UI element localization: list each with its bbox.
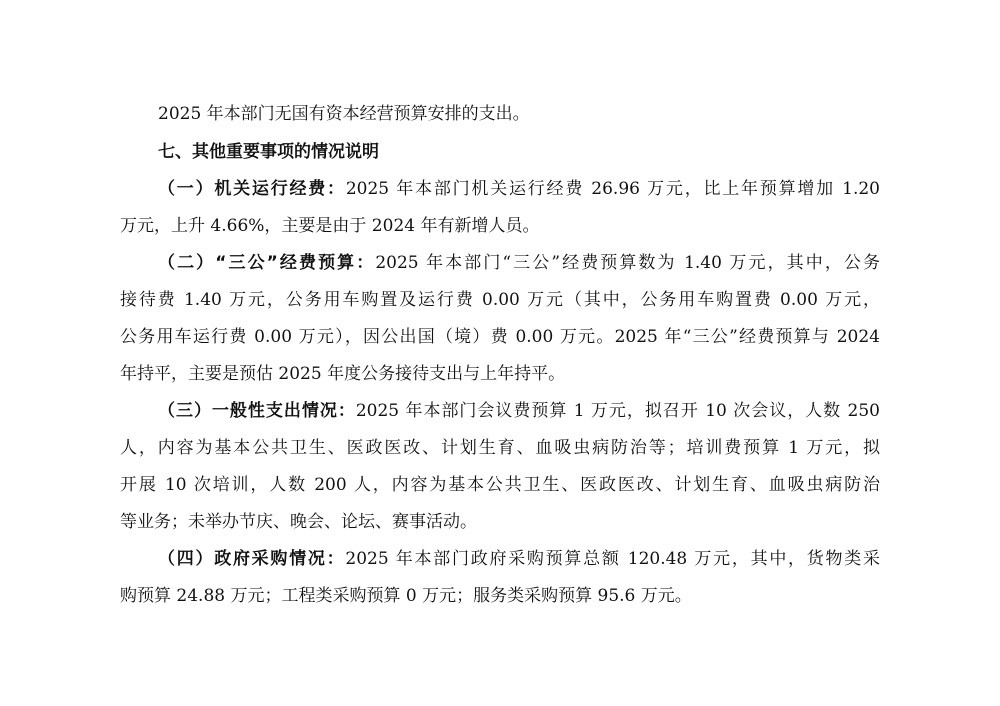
item-1-lead: （一）机关运行经费： [158,179,346,199]
item-2-text-3: 公务用车运行费 0.00 万元），因公出国（境）费 0.00 万元。2025 年“三公”经费预算与 2024 [120,327,880,347]
section-heading-text: 七、其他重要事项的情况说明 [158,142,379,162]
item-2-text-1: 2025 年本部门“三公”经费预算数为 1.40 万元，其中，公务 [375,253,880,273]
item-3-text-4: 等业务；未举办节庆、晚会、论坛、赛事活动。 [120,512,477,532]
intro-line [158,102,880,126]
item-3-line-1 [158,399,880,423]
item-2-text-2: 接待费 1.40 万元，公务用车购置及运行费 0.00 万元（其中，公务用车购置费 0.00 万元， [120,290,880,310]
item-2-line-1 [158,251,880,275]
item-3-line-4 [120,510,880,534]
item-2-line-3 [120,325,880,349]
item-3-lead: （三）一般性支出情况： [158,401,356,421]
item-1-line-1 [158,177,880,201]
item-4-text-2: 购预算 24.88 万元；工程类采购预算 0 万元；服务类采购预算 95.6 万元。 [120,586,692,606]
item-1-line-2 [120,214,880,238]
item-3-line-2 [120,436,880,460]
item-3-text-3: 开展 10 次培训，人数 200 人，内容为基本公共卫生、医政医改、计划生育、血吸虫病防治 [120,475,880,495]
item-4-text-1: 2025 年本部门政府采购预算总额 120.48 万元，其中，货物类采 [345,549,880,569]
item-2-text-4: 年持平，主要是预估 2025 年度公务接待支出与上年持平。 [120,364,566,384]
item-3-text-1: 2025 年本部门会议费预算 1 万元，拟召开 10 次会议，人数 250 [355,401,880,421]
item-4-lead: （四）政府采购情况： [158,549,346,569]
section-heading [158,140,880,164]
item-2-line-4 [120,362,880,386]
item-4-line-2 [120,584,880,608]
item-1-text-1: 2025 年本部门机关运行经费 26.96 万元，比上年预算增加 1.20 [345,179,880,199]
item-3-line-3 [120,473,880,497]
item-1-text-2: 万元，上升 4.66%，主要是由于 2024 年有新增人员。 [120,216,540,236]
intro-text: 2025 年本部门无国有资本经营预算安排的支出。 [158,104,530,124]
item-2-line-2 [120,288,880,312]
item-4-line-1 [158,547,880,571]
item-2-lead: （二）“三公”经费预算： [158,253,376,273]
item-3-text-2: 人，内容为基本公共卫生、医政医改、计划生育、血吸虫病防治等；培训费预算 1 万元，拟 [120,438,880,458]
